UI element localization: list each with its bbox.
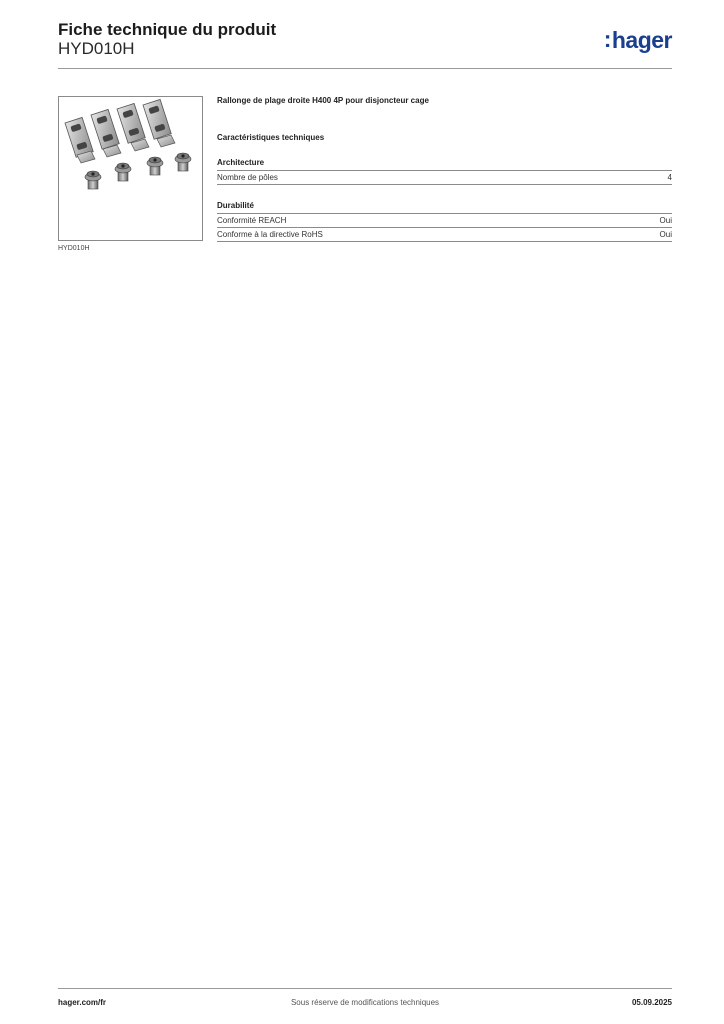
spec-label: Conforme à la directive RoHS [217,230,323,239]
product-details [217,96,672,242]
image-caption: HYD010H [58,245,90,252]
page-footer [58,998,672,1010]
spec-group-title: Architecture [217,158,672,171]
header-divider [58,68,672,69]
document-title: Fiche technique du produit [58,20,277,39]
spec-label: Conformité REACH [217,216,287,225]
product-description: Rallonge de plage droite H400 4P pour disjoncteur cage [217,96,429,105]
spec-value: 4 [667,173,672,182]
spec-group-durability [217,201,672,242]
product-image [58,96,203,241]
website-link[interactable]: hager.com/fr [58,998,107,1007]
specs-heading: Caractéristiques techniques [217,133,325,142]
footer-date: 05.09.2025 [631,998,672,1007]
spec-value: Oui [659,216,672,225]
hager-logo[interactable]: :hager [603,26,672,53]
footer-notice: Sous réserve de modifications techniques [290,998,440,1007]
spec-row [217,214,672,228]
spec-value: Oui [659,230,672,239]
spec-row [217,228,672,242]
spec-row [217,171,672,185]
page-header [58,20,672,70]
spec-group-architecture [217,158,672,185]
bolt-group [85,153,191,189]
footer-divider [58,988,672,989]
spec-group-title: Durabilité [217,201,672,214]
product-reference: HYD010H [58,39,135,58]
spec-label: Nombre de pôles [217,173,278,182]
logo-text: hager [611,27,672,53]
busbar-extension-kit-photo-icon [59,97,202,240]
